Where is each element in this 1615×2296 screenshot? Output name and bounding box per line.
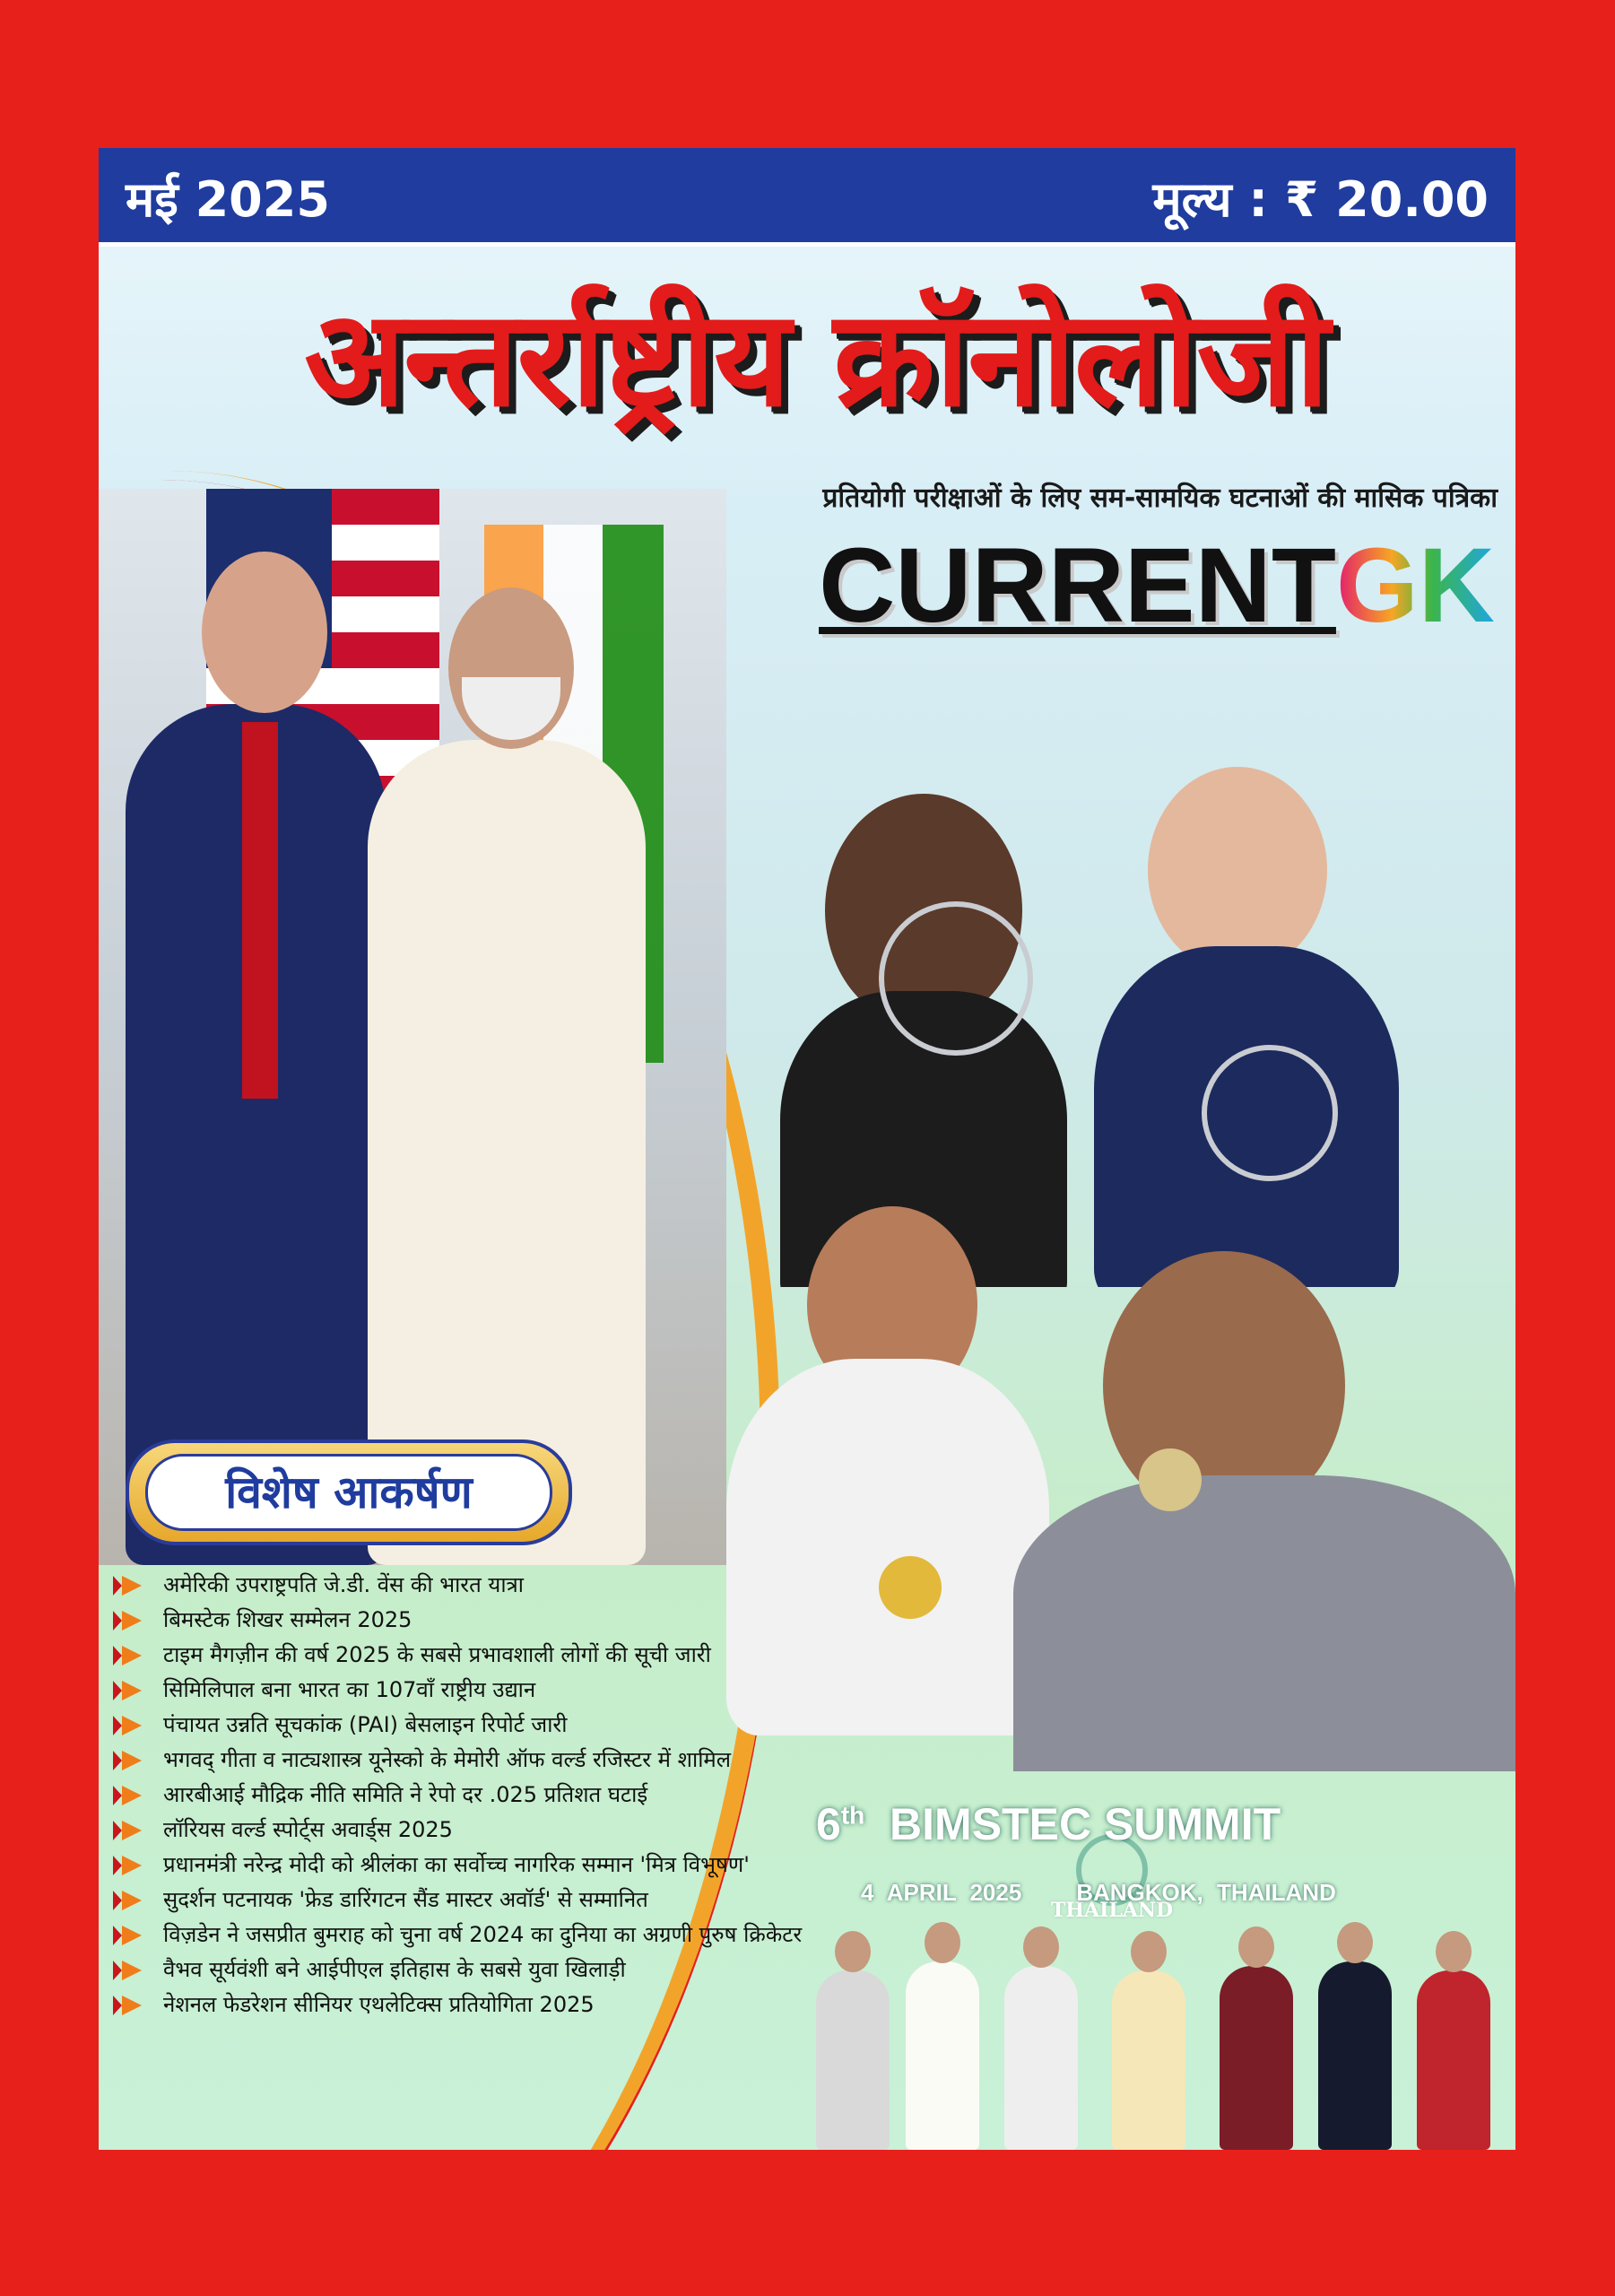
list-item: सिमिलिपाल बना भारत का 107वाँ राष्ट्रीय उद्यान [117, 1674, 924, 1706]
leader-figure-image [1417, 1970, 1490, 2150]
handshake-photo [99, 489, 726, 1565]
list-item: पंचायत उन्नति सूचकांक (PAI) बेसलाइन रिपोर्ट जारी [117, 1709, 924, 1741]
header-bar [99, 148, 1515, 247]
athlete-man-head-image [1148, 767, 1327, 973]
summit-name: BIMSTEC SUMMIT [890, 1799, 1281, 1849]
magazine-title: अन्तर्राष्ट्रीय क्रॉनोलोजी [304, 282, 1328, 436]
summit-ordinal: 6 [816, 1799, 841, 1849]
person-in-suit-image [126, 704, 386, 1565]
summit-ordinal-suffix: th [840, 1801, 865, 1830]
leader-figure-image [1220, 1966, 1293, 2150]
summit-place: BANGKOK, THAILAND [1076, 1879, 1336, 1906]
list-item: विज़डेन ने जसप्रीत बुमराह को चुना वर्ष 2024 का दुनिया का अग्रणी पुरुष क्रिकेटर [117, 1919, 845, 1951]
special-attraction-heading: विशेष आकर्षण [145, 1454, 552, 1531]
list-item: नेशनल फेडरेशन सीनियर एथलेटिक्स प्रतियोगिता 2025 [117, 1989, 924, 2021]
arrow-bullet-icon [122, 1856, 142, 1875]
list-item: अमेरिकी उपराष्ट्रपति जे.डी. वेंस की भारत यात्रा [117, 1570, 924, 1601]
arrow-bullet-icon [122, 1926, 142, 1945]
arrow-bullet-icon [122, 1996, 142, 2015]
issue-month: मई 2025 [126, 171, 330, 228]
arrow-bullet-icon [122, 1891, 142, 1910]
arrow-bullet-icon [122, 1576, 142, 1596]
arrow-bullet-icon [122, 1961, 142, 1980]
list-item: सुदर्शन पटनायक 'फ्रेड डारिंगटन सैंड मास्टर अवॉर्ड' से सम्मानित [117, 1884, 924, 1916]
arrow-bullet-icon [122, 1611, 142, 1631]
list-item: वैभव सूर्यवंशी बने आईपीएल इतिहास के सबसे युवा खिलाड़ी [117, 1954, 924, 1986]
summit-date: 4 APRIL 2025 [861, 1879, 1022, 1906]
medal-icon [1139, 1448, 1202, 1511]
current-word: CURRENT [819, 526, 1336, 645]
bimstec-logo-label: THAILAND [1050, 1899, 1174, 1922]
trophy-ring-icon [879, 901, 1033, 1056]
arrow-bullet-icon [122, 1786, 142, 1805]
list-item: लॉरियस वर्ल्ड स्पोर्ट्स अवार्ड्स 2025 [117, 1814, 924, 1846]
arrow-bullet-icon [122, 1646, 142, 1665]
summit-subtitle [861, 1879, 1489, 1907]
list-item: टाइम मैगज़ीन की वर्ष 2025 के सबसे प्रभावशाली लोगों की सूची जारी [117, 1639, 719, 1671]
trophy-ring-icon [1202, 1045, 1338, 1181]
gk-word: GK [1335, 526, 1495, 645]
list-item: आरबीआई मौद्रिक नीति समिति ने रेपो दर .025 प्रतिशत घटाई [117, 1779, 924, 1811]
list-item: प्रधानमंत्री नरेन्द्र मोदी को श्रीलंका का सर्वोच्च नागरिक सम्मान 'मित्र विभूषण' [117, 1849, 924, 1881]
leader-figure-image [1112, 1970, 1185, 2150]
list-item: बिमस्टेक शिखर सम्मेलन 2025 [117, 1605, 924, 1636]
arrow-bullet-icon [122, 1681, 142, 1700]
feature-list [117, 1570, 924, 2024]
leader-figure-image [1318, 1961, 1392, 2150]
arrow-bullet-icon [122, 1716, 142, 1735]
current-gk-logo [816, 523, 1498, 648]
arrow-bullet-icon [122, 1751, 142, 1770]
list-item: भगवद् गीता व नाट्यशास्त्र यूनेस्को के मेमोरी ऑफ वर्ल्ड रजिस्टर में शामिल [117, 1744, 863, 1776]
issue-price: मूल्य : ₹ 20.00 [1152, 171, 1489, 228]
special-attraction-badge [126, 1439, 572, 1545]
magazine-subtitle: प्रतियोगी परीक्षाओं के लिए सम-सामयिक घटनाओं की मासिक पत्रिका [822, 483, 1498, 514]
arrow-bullet-icon [122, 1821, 142, 1840]
artist-jacket-image [1013, 1475, 1515, 1771]
magazine-cover [99, 148, 1515, 2150]
leader-figure-image [1004, 1966, 1078, 2150]
